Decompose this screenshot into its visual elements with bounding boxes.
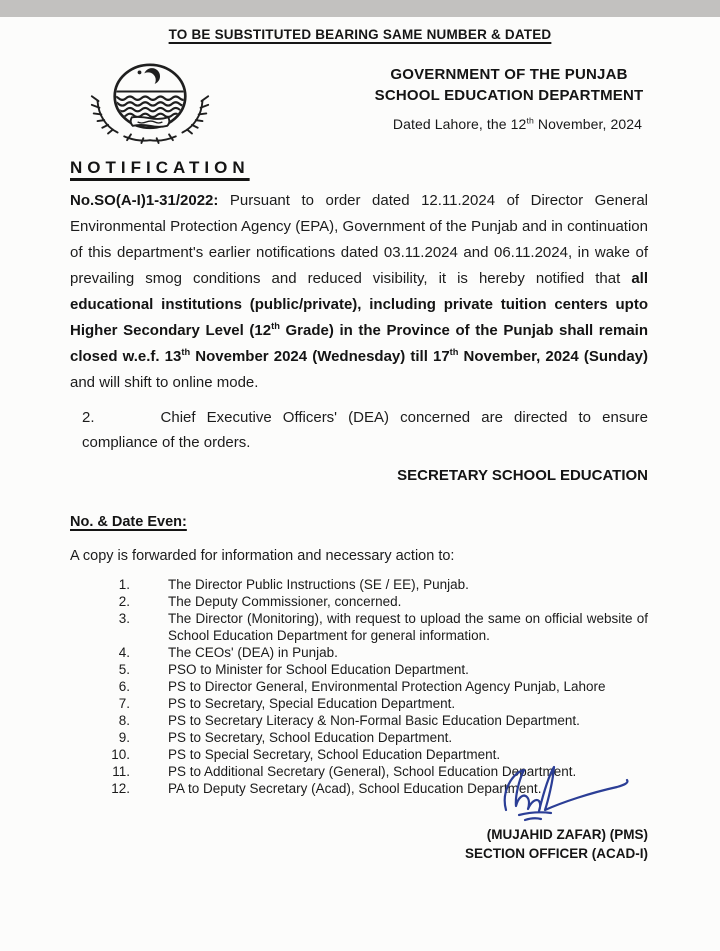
substitution-notice: TO BE SUBSTITUTED BEARING SAME NUMBER & DATED bbox=[168, 27, 552, 42]
reference-number: No.SO(A-I)1-31/2022: bbox=[70, 192, 219, 209]
list-item-text: The Deputy Commissioner, concerned. bbox=[168, 594, 402, 609]
org-line1: GOVERNMENT OF THE PUNJAB bbox=[390, 66, 628, 83]
date-line bbox=[393, 116, 642, 132]
list-item-number: 10. bbox=[111, 747, 130, 762]
list-item-text: The Director Public Instructions (SE / EE), Punjab. bbox=[168, 577, 469, 592]
list-item-text: PS to Director General, Environmental Protection Agency Punjab, Lahore bbox=[168, 679, 606, 694]
compliance-paragraph bbox=[82, 405, 648, 455]
list-item-number: 8. bbox=[118, 713, 130, 728]
secretary-signatory: SECRETARY SCHOOL EDUCATION bbox=[397, 467, 648, 484]
list-item-text: PS to Additional Secretary (General), School Education Department. bbox=[168, 764, 577, 779]
distribution-heading: No. & Date Even: bbox=[70, 514, 187, 530]
date-prefix: Dated Lahore, the 12 bbox=[392, 116, 527, 132]
para1-run: Grade) in the Province of the Punjab shall remain closed w.e.f. 13 bbox=[70, 322, 648, 365]
para1-run: all educational institutions (public/private), including private tuition centers upto Higher Secondary Level (12 bbox=[70, 270, 648, 339]
date-ordinal: th bbox=[526, 115, 534, 126]
org-line2: SCHOOL EDUCATION DEPARTMENT bbox=[374, 87, 644, 104]
list-item-text: PA to Deputy Secretary (Acad), School Education Department. bbox=[168, 781, 542, 796]
list-item bbox=[70, 661, 648, 678]
list-item-text: PS to Secretary, Special Education Department. bbox=[168, 696, 456, 711]
list-item-text: PSO to Minister for School Education Department. bbox=[168, 662, 469, 677]
para1-ordinal: th bbox=[449, 347, 459, 357]
date-suffix: November, 2024 bbox=[533, 116, 642, 132]
distribution-intro: A copy is forwarded for information and necessary action to: bbox=[70, 548, 455, 564]
list-item-number: 11. bbox=[112, 764, 130, 779]
list-item-number: 1. bbox=[118, 577, 130, 592]
list-item bbox=[70, 729, 648, 746]
list-item-text: PS to Secretary Literacy & Non-Formal Basic Education Department. bbox=[168, 713, 580, 728]
list-item bbox=[70, 712, 648, 729]
list-item-number: 2. bbox=[118, 594, 130, 609]
compliance-text: Chief Executive Officers' (DEA) concerned are directed to ensure compliance of the orders. bbox=[82, 409, 648, 451]
notification-title: NOTIFICATION bbox=[70, 158, 250, 177]
list-item-number: 9. bbox=[118, 730, 130, 745]
letterhead bbox=[70, 56, 648, 150]
signature-block bbox=[70, 825, 648, 863]
org-title bbox=[370, 64, 648, 106]
list-item-number: 3. bbox=[118, 611, 130, 626]
scan-edge-artifact bbox=[0, 0, 720, 17]
list-item-number: 12. bbox=[111, 781, 130, 796]
para1-run: and will shift to online mode. bbox=[70, 374, 259, 391]
list-item-number: 4. bbox=[118, 645, 130, 660]
list-item-number: 7. bbox=[118, 696, 130, 711]
notification-body-paragraph bbox=[70, 188, 648, 396]
list-item-text: PS to Special Secretary, School Education Department. bbox=[168, 747, 501, 762]
para1-ordinal: th bbox=[271, 321, 280, 331]
list-item-number: 5. bbox=[118, 662, 130, 677]
handwritten-signature-icon bbox=[490, 760, 640, 826]
list-item bbox=[70, 678, 648, 695]
list-item bbox=[70, 644, 648, 661]
para1-run: November 2024 (Wednesday) till 17 bbox=[190, 348, 450, 365]
list-item bbox=[70, 695, 648, 712]
paragraph-number: 2. bbox=[82, 409, 95, 426]
list-item bbox=[70, 593, 648, 610]
para1-run: November, 2024 (Sunday) bbox=[458, 348, 648, 365]
signatory-title: SECTION OFFICER (ACAD-I) bbox=[465, 846, 648, 861]
list-item-text: The Director (Monitoring), with request to upload the same on official website of School Education Department for general information. bbox=[168, 611, 648, 643]
list-item-number: 6. bbox=[118, 679, 130, 694]
list-item bbox=[70, 576, 648, 593]
document-content bbox=[0, 56, 720, 863]
para1-run: Pursuant to order dated 12.11.2024 of Director General Environmental Protection Agency (EPA), Government of the Punjab and in continuation of this department's earlier notifications dated 03.11.2024 and 06.11.2024, in wake of prevailing smog conditions and reduced visibility, it is hereby notified that bbox=[70, 192, 648, 287]
signatory-name: (MUJAHID ZAFAR) (PMS) bbox=[486, 827, 648, 842]
list-item-text: The CEOs' (DEA) in Punjab. bbox=[168, 645, 338, 660]
para1-ordinal: th bbox=[181, 347, 191, 357]
list-item bbox=[70, 610, 648, 644]
list-item-text: PS to Secretary, School Education Department. bbox=[168, 730, 453, 745]
punjab-government-emblem-icon bbox=[88, 56, 212, 148]
